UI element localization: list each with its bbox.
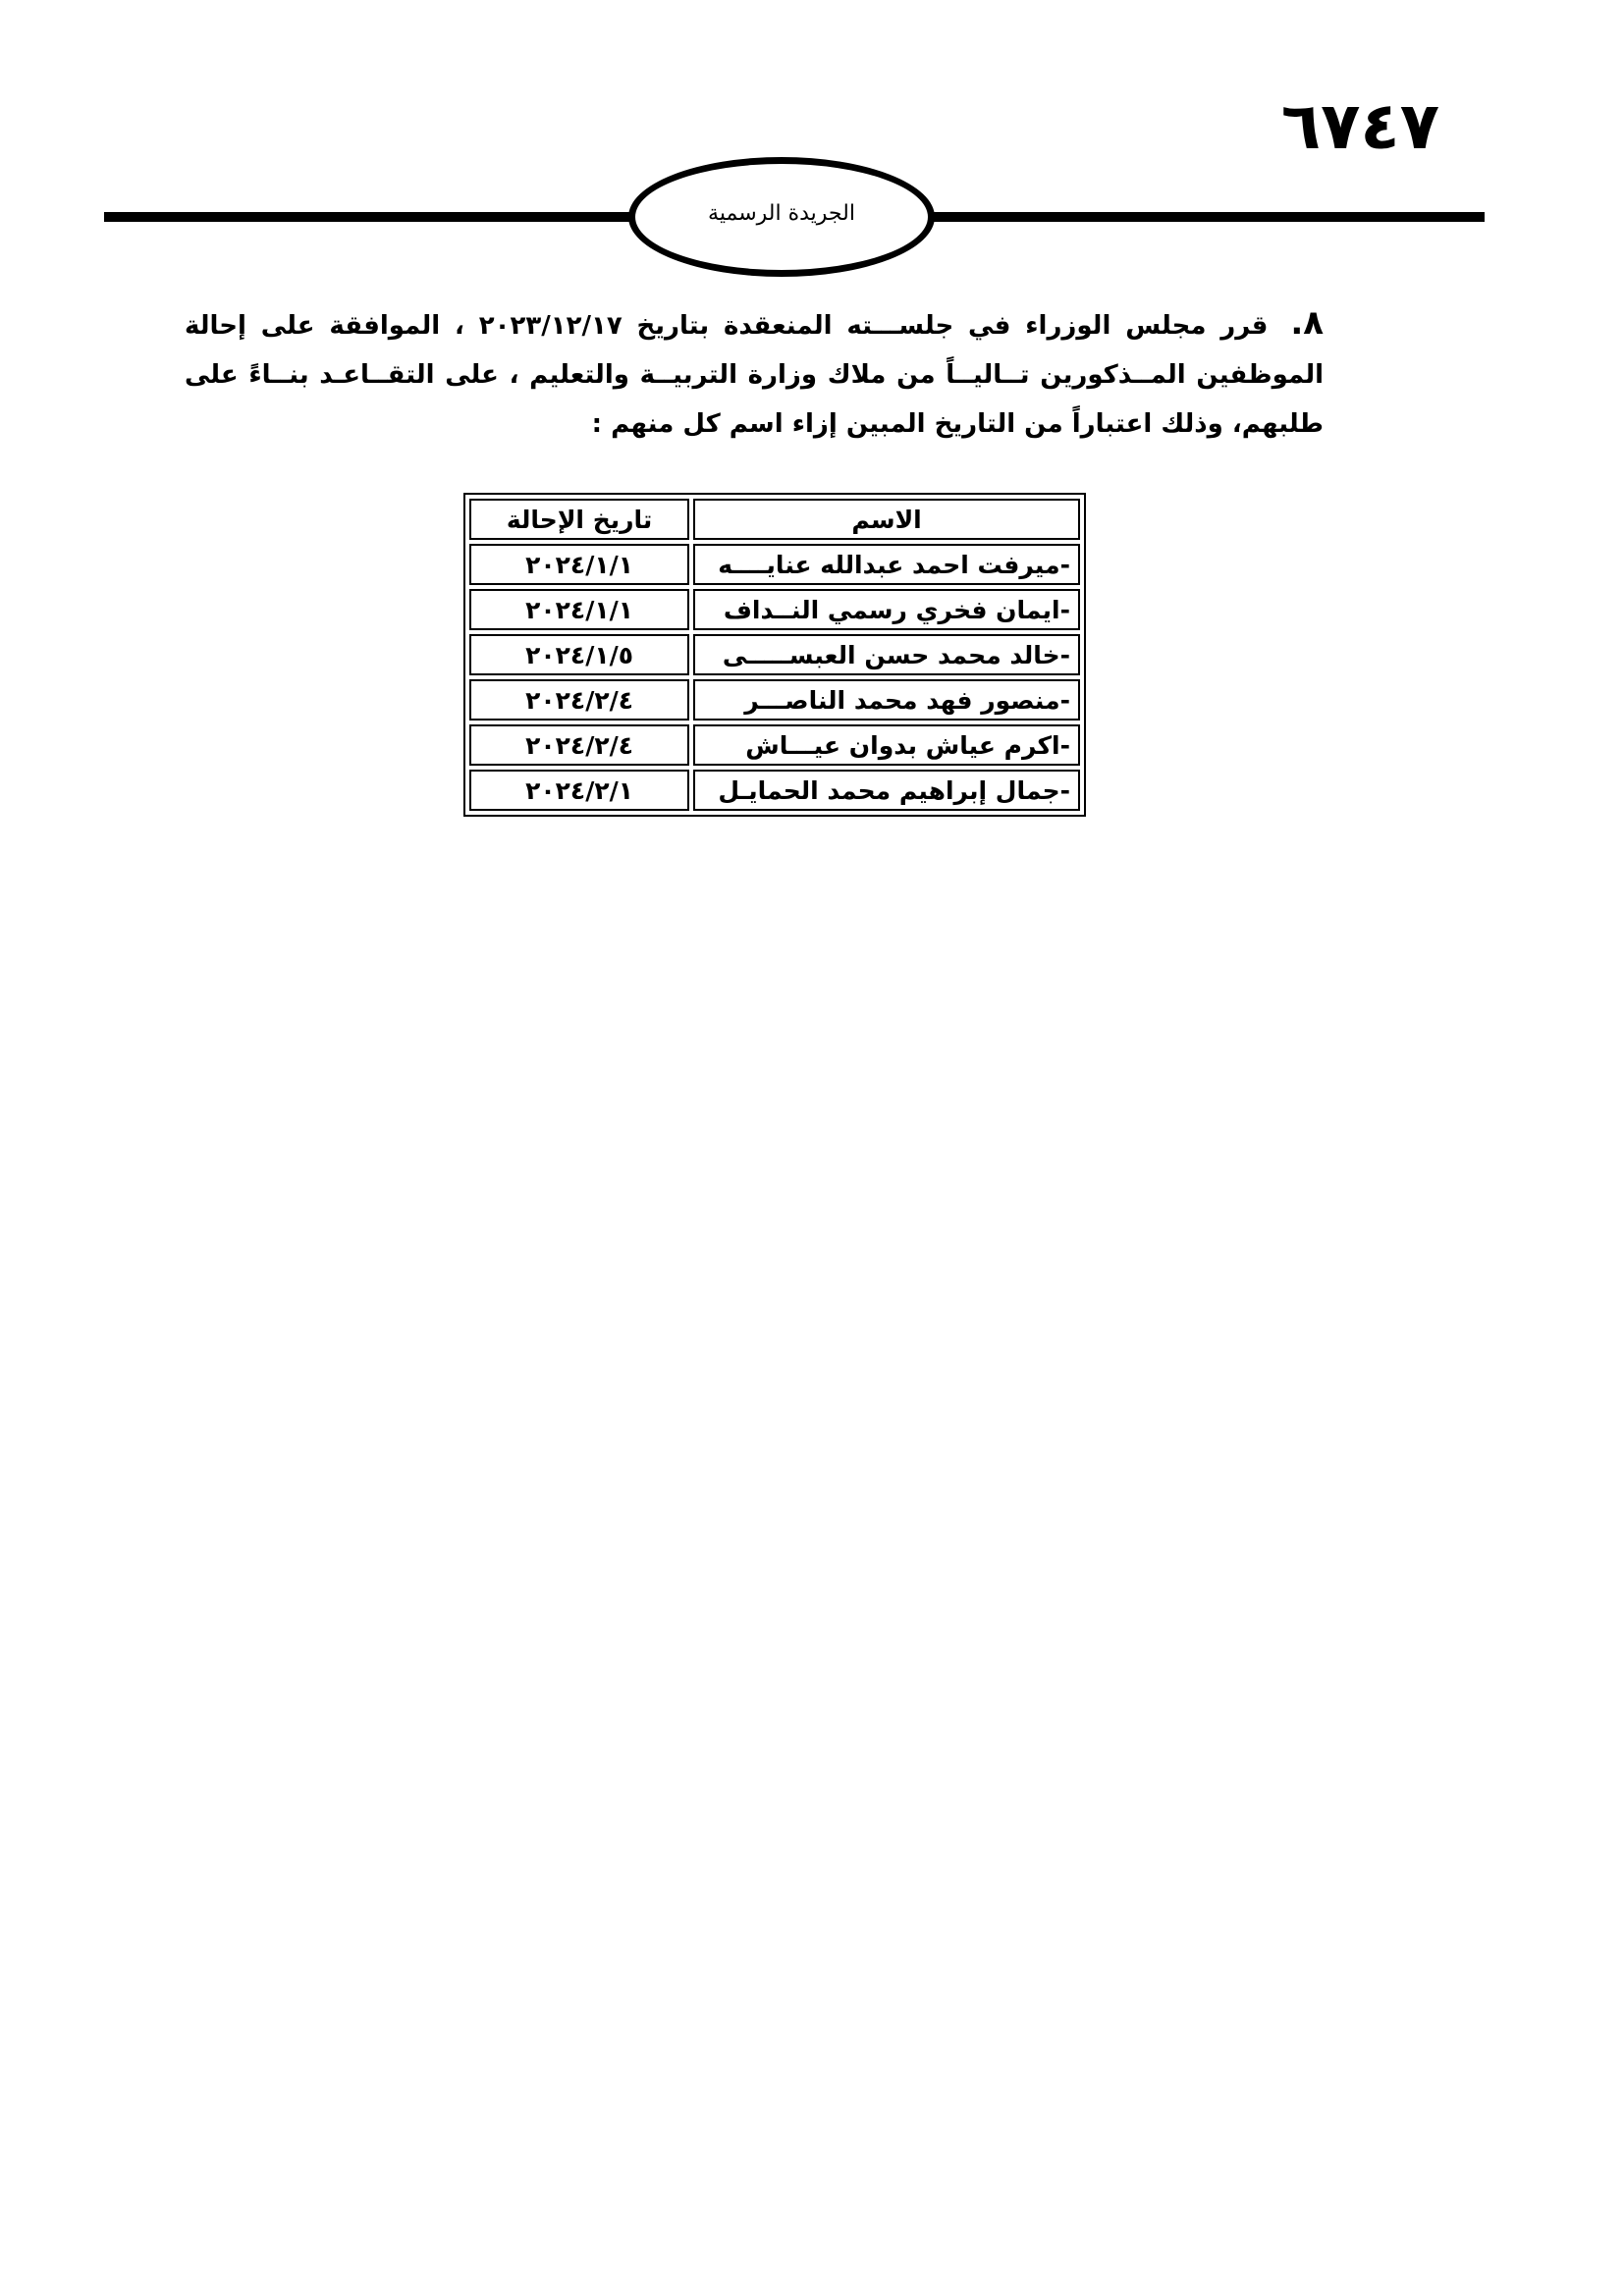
table-row xyxy=(469,589,1080,630)
retirement-table xyxy=(463,493,1086,817)
table-row xyxy=(469,679,1080,721)
employee-name: -منصور فهد محمد الناصـــر xyxy=(693,679,1080,721)
decision-paragraph xyxy=(185,298,1324,449)
table-row xyxy=(469,544,1080,585)
table-row xyxy=(469,634,1080,675)
referral-date: ٢٠٢٤/١/١ xyxy=(469,589,689,630)
decision-text: قرر مجلس الوزراء في جلســـته المنعقدة بتاريخ ٢٠٢٣/١٢/١٧ ، الموافقة على إحالة الموظفين المــذكورين تــاليــاً من ملاك وزارة التربيــة والتعليم ، على التقــاعـد بنــاءً على طلبهم، وذلك اعتباراً من التاريخ المبين إزاء اسم كل منهم : xyxy=(185,311,1324,439)
date-column-header: تاريخ الإحالة xyxy=(469,499,689,540)
table-row xyxy=(469,724,1080,766)
name-column-header: الاسم xyxy=(693,499,1080,540)
employee-name: -اكرم عياش بدوان عيـــاش xyxy=(693,724,1080,766)
employee-name: -جمال إبراهيم محمد الحمايـل xyxy=(693,770,1080,811)
referral-date: ٢٠٢٤/٢/١ xyxy=(469,770,689,811)
referral-date: ٢٠٢٤/١/١ xyxy=(469,544,689,585)
decision-number: ٨. xyxy=(1290,303,1324,343)
gazette-title: الجريدة الرسمية xyxy=(708,200,855,226)
table-header-row xyxy=(469,499,1080,540)
employee-name: -خالد محمد حسن العبســـــى xyxy=(693,634,1080,675)
employee-name: -ميرفت احمد عبدالله عنايــــه xyxy=(693,544,1080,585)
employee-name: -ايمان فخري رسمي النــداف xyxy=(693,589,1080,630)
table-row xyxy=(469,770,1080,811)
header-ellipse xyxy=(628,157,935,277)
referral-date: ٢٠٢٤/١/٥ xyxy=(469,634,689,675)
page-number: ٦٧٤٧ xyxy=(1280,88,1439,164)
referral-date: ٢٠٢٤/٢/٤ xyxy=(469,679,689,721)
referral-date: ٢٠٢٤/٢/٤ xyxy=(469,724,689,766)
